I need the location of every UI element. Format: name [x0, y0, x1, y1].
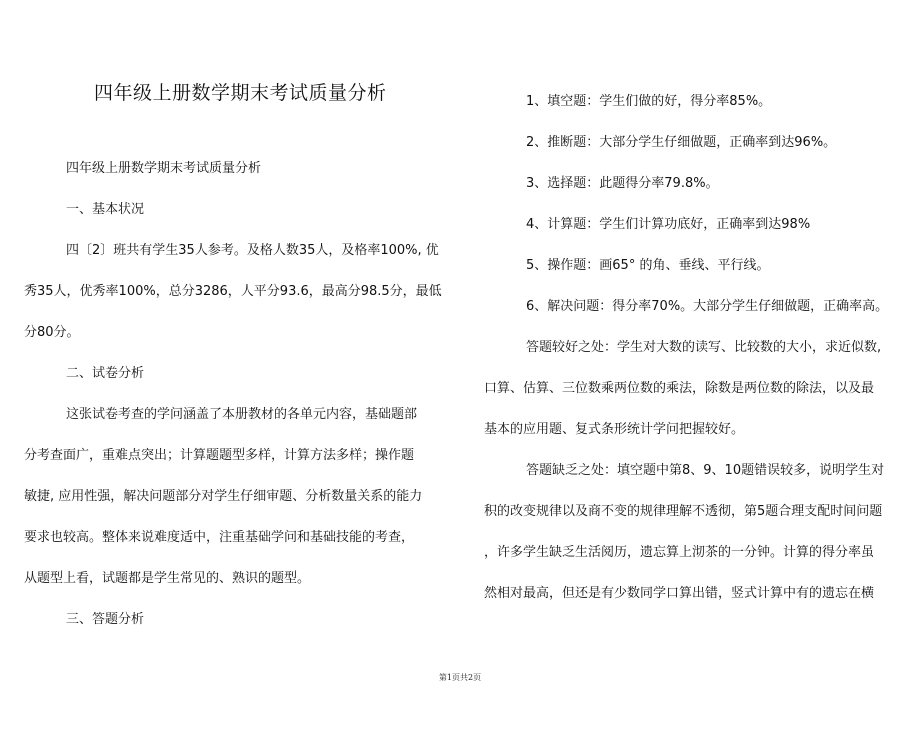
list-item: 2、推断题：大部分学生仔细做题，正确率到达96%。 [526, 135, 837, 150]
document-title: 四年级上册数学期末考试质量分析 [94, 82, 387, 104]
paragraph-line: 积的改变规律以及商不变的规律理解不透彻，第5题合理支配时间问题 [484, 504, 883, 519]
paragraph-line: 要求也较高。整体来说难度适中，注重基础学问和基础技能的考查， [24, 530, 415, 545]
paragraph-line: 四〔2〕班共有学生35人参考。及格人数35人，及格率100%, 优 [66, 243, 439, 258]
list-item: 3、选择题：此题得分率79.8%。 [526, 176, 719, 191]
page-number: 第1页共2页 [438, 673, 482, 682]
list-item: 6、解决问题：得分率70%。大部分学生仔细做题，正确率高。 [526, 299, 889, 314]
heading-basic-situation: 一、基本状况 [66, 202, 145, 217]
paragraph-line: ，许多学生缺乏生活阅历，遗忘算上沏茶的一分钟。计算的得分率虽 [484, 545, 875, 560]
paragraph-line: 从题型上看，试题都是学生常见的、熟识的题型。 [24, 571, 311, 586]
paragraph-line: 分80分。 [24, 325, 80, 340]
paragraph-line: 答题缺乏之处：填空题中第8、9、10题错误较多，说明学生对 [526, 463, 885, 478]
heading-answer-analysis: 三、答题分析 [66, 612, 145, 627]
paragraph-line: 这张试卷考查的学问涵盖了本册教材的各单元内容，基础题部 [66, 407, 418, 422]
section-subtitle: 四年级上册数学期末考试质量分析 [66, 161, 262, 176]
list-item: 4、计算题：学生们计算功底好，正确率到达98% [526, 217, 811, 232]
paragraph-line: 秀35人，优秀率100%，总分3286，人平分93.6，最高分98.5分，最低 [24, 284, 442, 299]
list-item: 5、操作题：画65° 的角、垂线、平行线。 [526, 258, 770, 273]
paragraph-line: 答题较好之处：学生对大数的读写、比较数的大小，求近似数, [526, 340, 882, 355]
paragraph-line: 分考查面广，重难点突出；计算题题型多样，计算方法多样；操作题 [24, 448, 415, 463]
paragraph-line: 然相对最高，但还是有少数同学口算出错，竖式计算中有的遗忘在横 [484, 586, 875, 601]
heading-paper-analysis: 二、试卷分析 [66, 366, 145, 381]
paragraph-line: 敏捷, 应用性强，解决问题部分对学生仔细审题、分析数量关系的能力 [24, 489, 423, 504]
list-item: 1、填空题：学生们做的好，得分率85%。 [526, 94, 772, 109]
paragraph-line: 基本的应用题、复式条形统计学问把握较好。 [484, 422, 745, 437]
paragraph-line: 口算、估算、三位数乘两位数的乘法，除数是两位数的除法，以及最 [484, 381, 875, 396]
